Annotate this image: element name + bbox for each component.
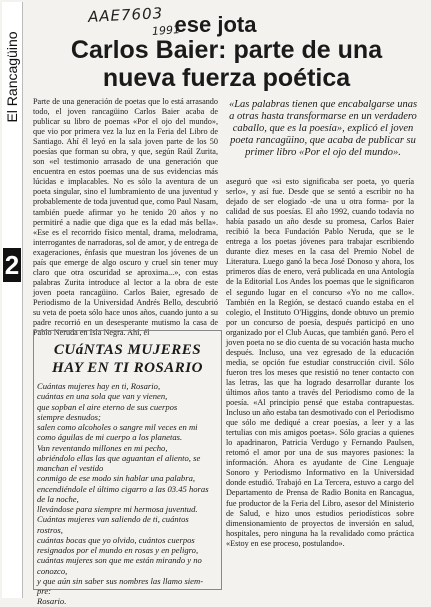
poem-line: siempre desnudos; — [37, 411, 101, 422]
poem-line: salen como alcoholes o sangre mil veces en mi — [37, 422, 198, 432]
poem-title-line-1: CUáNTAS MUJERES — [53, 342, 202, 358]
headline-line-1: Carlos Baier: parte de una — [70, 36, 383, 64]
handwritten-year: 1991 — [151, 23, 181, 38]
poem-line: pre: — [37, 586, 51, 596]
poem-line: Van reventando millones en mi pecho, — [37, 442, 168, 453]
poem-title-line-2: HAY EN TI ROSARIO — [52, 360, 203, 376]
poem-line: que sopban el aire eterno de sus cuerpos — [37, 401, 178, 412]
section-label: El Rancagüino — [4, 31, 20, 123]
headline — [22, 36, 431, 92]
poem-line: Rosario. — [37, 596, 67, 607]
poem-line: cuántas en una sola que van y vienen, — [37, 391, 168, 402]
poem-line: resignados por el mundo en rosas y en peligro, — [37, 545, 199, 555]
poem-line: de la noche, — [37, 493, 79, 504]
poem-line: conozco, — [37, 565, 68, 576]
poem-line: encendiéndole el último cigarro a las 03.45 horas — [37, 483, 209, 494]
poem-body — [37, 381, 220, 607]
handwritten-code: AAE7603 — [87, 4, 164, 26]
poem-line: Cuántas mujeres hay en ti, Rosario, — [37, 381, 161, 391]
poem-line: Cuántas mujeres van saliendo de ti, cuántos — [37, 514, 189, 525]
poem-line: abriéndolo ellas las que aguantan el aliento, se — [37, 452, 201, 463]
column-kicker: ese jota — [174, 12, 257, 37]
poem-line: y que aún sin saber sus nombres las llamo siem- — [37, 575, 204, 586]
poem-line: como águilas de mi cuerpo a los planetas. — [37, 432, 183, 443]
poem-title — [34, 341, 221, 377]
headline-line-2: nueva fuerza poética — [102, 64, 351, 92]
page-number: 2 — [4, 250, 20, 280]
article-text-2: aseguró que «si esto significaba ser poeta, yo quería serlo», y así fue. Desde que se sentó a escribir no ha dejado de ser elogiado -de una u otra forma- por la calidad de sus poesías. El año 1992, cuando todavía no había pasado un año desde su promesa, Carlos Baier recibió la beca Fundación Pablo Neruda, que se le entrega a los poetas jóvenes para trabajar escribiendo durante diez meses en la casa del Premio Nobel de Literatura. Luego ganó la beca José Donoso y ahora, los primeros días de enero, verá publicada en una Antología de la Editorial Los Andes los poemas que le significaron el segundo lugar en el concurso «Yo no me callo». También en la Región, se destacó cuando estaba en el colegio, el Instituto O'Higgins, donde obtuvo un premio por un concurso de poesía, después participó en uno organizado por el Club Aucas, que también ganó. Pero el joven poeta no se dio cuenta de su vocación hasta mucho después. Incluso, una vez egresado de la educación media, se opción fue estudiar construcción civil. Sólo fueron tres los meses que resistió no tener contacto con las letras, las que ha logrado desarrollar durante los últimos años tanto a través del Periodismo como de la poesía. «Al principio pensé que estaba contrapuestas. Incluso un año estaba tan desmotivado con el Periodismo que sólo me dediqué a crear poesías, a leer y a las tertulias con mis amigos poetas». Sólo gracias a quienes lo apadrinaron, Patricia Verdugo y Fernando Paulsen, retomó el amor por una de sus mayores pasiones: la información. Ahora es ayudante de Cine Lenguaje Sonoro y Periodismo Informativo en la Universidad donde estudió. Trabajó en La Tercera, estuvo a cargo del Departamento de Prensa de Radio Bonita en Rancagua, fue productor de la Feria del Libro, asesor del Ministerio de Salud, e hizo unos estudios periodísticos sobre dimensionamiento de proyectos de inversión en salud, hospitales, pero ninguna ha la revalidado como práctica «Estoy en ese proceso, postulando». — [226, 177, 414, 548]
article-text-1: Parte de una generación de poetas que lo está arrasando todo, el joven rancagüino Carlos Baier acaba de publicar su libro de poemas «Por el ojo del mundo», que vio por primera vez la luz en la Feria del Libro de Santiago. Ahí él leyó en la sala joven parte de los 50 poesías que forman su obra, y que, según Raúl Zurita, son «el testimonio arrasado de una generación que encuentra en estos poemas una de sus evidencias más lúcidas e implacables. No es sólo la aventura de un poeta singular, sino el lumbramiento de una juventud y probablemente de toda juventud que, como Paul Nasam, también puede afirmar yo he tenido 20 años y no permitiré a nadie que diga que es la edad más bella». «Ese es el recorrido físico mental, drama, melodrama, interrogantes de narradoras, sol de amor, y de entrega de exageraciones, énfasis que muestran los jóvenes de un país que emerge de algo oscuro y cruel sin tener muy claro que otra oscuridad se aproxima...», con estas palabras Zurita introduce al lector a la obra de este joven poeta rancagüino. Carlos Baier, egresado de Periodismo de la Universidad Andrés Bello, descubrió su veta de poeta sólo hace unos años, cuando junto a su padre recorrió en un desesperante mutismo la casa de Pablo Neruda en Isla Negra. Ahí, él — [33, 97, 218, 338]
poem-line: cuántas bocas que yo olvido, cuántos cuerpos — [37, 534, 195, 545]
poem-box — [33, 330, 222, 607]
article-column-1 — [33, 97, 218, 338]
poem-line: conmigo de ese modo sin hablar una palabra, — [37, 473, 196, 484]
pull-quote: «Las palabras tienen que encabalgarse unas a otras hasta transformarse en un verdadero caballo, que es la poesía», explicó el joven poeta rancagüino, que acaba de publicar su primer libro «Por el ojo del mundo». — [228, 99, 418, 158]
poem-line: manchan el vestido — [37, 463, 104, 473]
section-sidebar — [2, 2, 23, 598]
poem-line: llevándose para siempre mi hermosa juventud. — [37, 504, 198, 514]
article-column-2 — [226, 177, 414, 549]
poem-line: rostros, — [37, 524, 63, 535]
poem-line: cuántas mujeres son que me están mirando y no — [37, 555, 202, 566]
